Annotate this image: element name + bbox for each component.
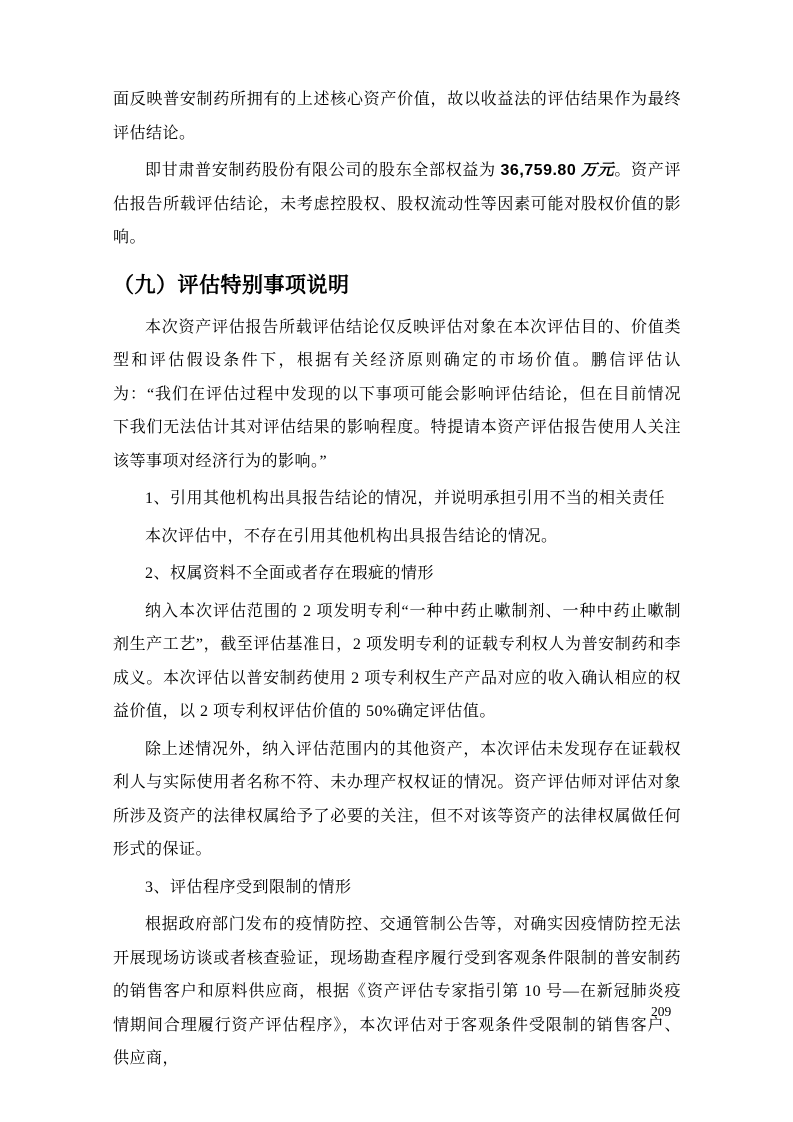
equity-value-suffix: 。资产评估报告所载评估结论，未考虑控股权、股权流动性等因素可能对股权价值的影响。: [113, 162, 681, 246]
paragraph-conclusion-continuation: 面反映普安制药所拥有的上述核心资产价值，故以收益法的评估结果作为最终评估结论。: [113, 91, 681, 142]
paragraph-citation-statement: 本次评估中，不存在引用其他机构出具报告结论的情况。: [145, 527, 558, 545]
equity-value-prefix: 即甘肃普安制药股份有限公司的股东全部权益为: [145, 162, 501, 179]
paragraph-patents: 纳入本次评估范围的 2 项发明专利“一种中药止嗽制剂、一种中药止嗽制剂生产工艺”，截至评估基准日，2 项发明专利的证载专利权人为普安制药和李成义。本次评估以普安制药使用 2 项专利权生产产品对应的收入确认相应的权益价值，以 2 项专利权评估价值的 50%确定评估值。: [113, 602, 681, 720]
page-number: 209: [651, 1004, 672, 1019]
paragraph-valuation-scope: 本次资产评估报告所载评估结论仅反映评估对象在本次评估目的、价值类型和评估假设条件下，根据有关经济原则确定的市场价值。鹏信评估认为：“我们在评估过程中发现的以下事项可能会影响评估结论，但在目前情况下我们无法估计其对评估结果的影响程度。特提请本资产评估报告使用人关注该等事项对经济行为的影响。”: [113, 318, 681, 470]
paragraph-equity-value: [113, 154, 681, 255]
equity-value-amount: 36,759.80: [500, 162, 577, 179]
paragraph-ownership-statement: 除上述情况外，纳入评估范围内的其他资产，本次评估未发现存在证载权利人与实际使用者名称不符、未办理产权权证的情况。资产评估师对评估对象所涉及资产的法律权属给予了必要的关注，但不对该等资产的法律权属做任何形式的保证。: [113, 740, 681, 858]
numbered-item-3: 3、评估程序受到限制的情形: [145, 878, 352, 896]
equity-value-unit: 万元: [576, 162, 615, 179]
document-content: [113, 83, 681, 1080]
paragraph-covid-limitation: 根据政府部门发布的疫情防控、交通管制公告等，对确实因疫情防控无法开展现场访谈或者核查验证，现场勘查程序履行受到客观条件限制的普安制药的销售客户和原料供应商，根据《资产评估专家指引第 10 号—在新冠肺炎疫情期间合理履行资产评估程序》，本次评估对于客观条件受限制的销售客户、供应商，: [113, 916, 681, 1067]
numbered-item-1: 1、引用其他机构出具报告结论的情况，并说明承担引用不当的相关责任: [145, 490, 666, 507]
section-heading-special-matters: （九）评估特别事项说明: [113, 273, 350, 297]
numbered-item-2: 2、权属资料不全面或者存在瑕疵的情形: [145, 565, 435, 582]
